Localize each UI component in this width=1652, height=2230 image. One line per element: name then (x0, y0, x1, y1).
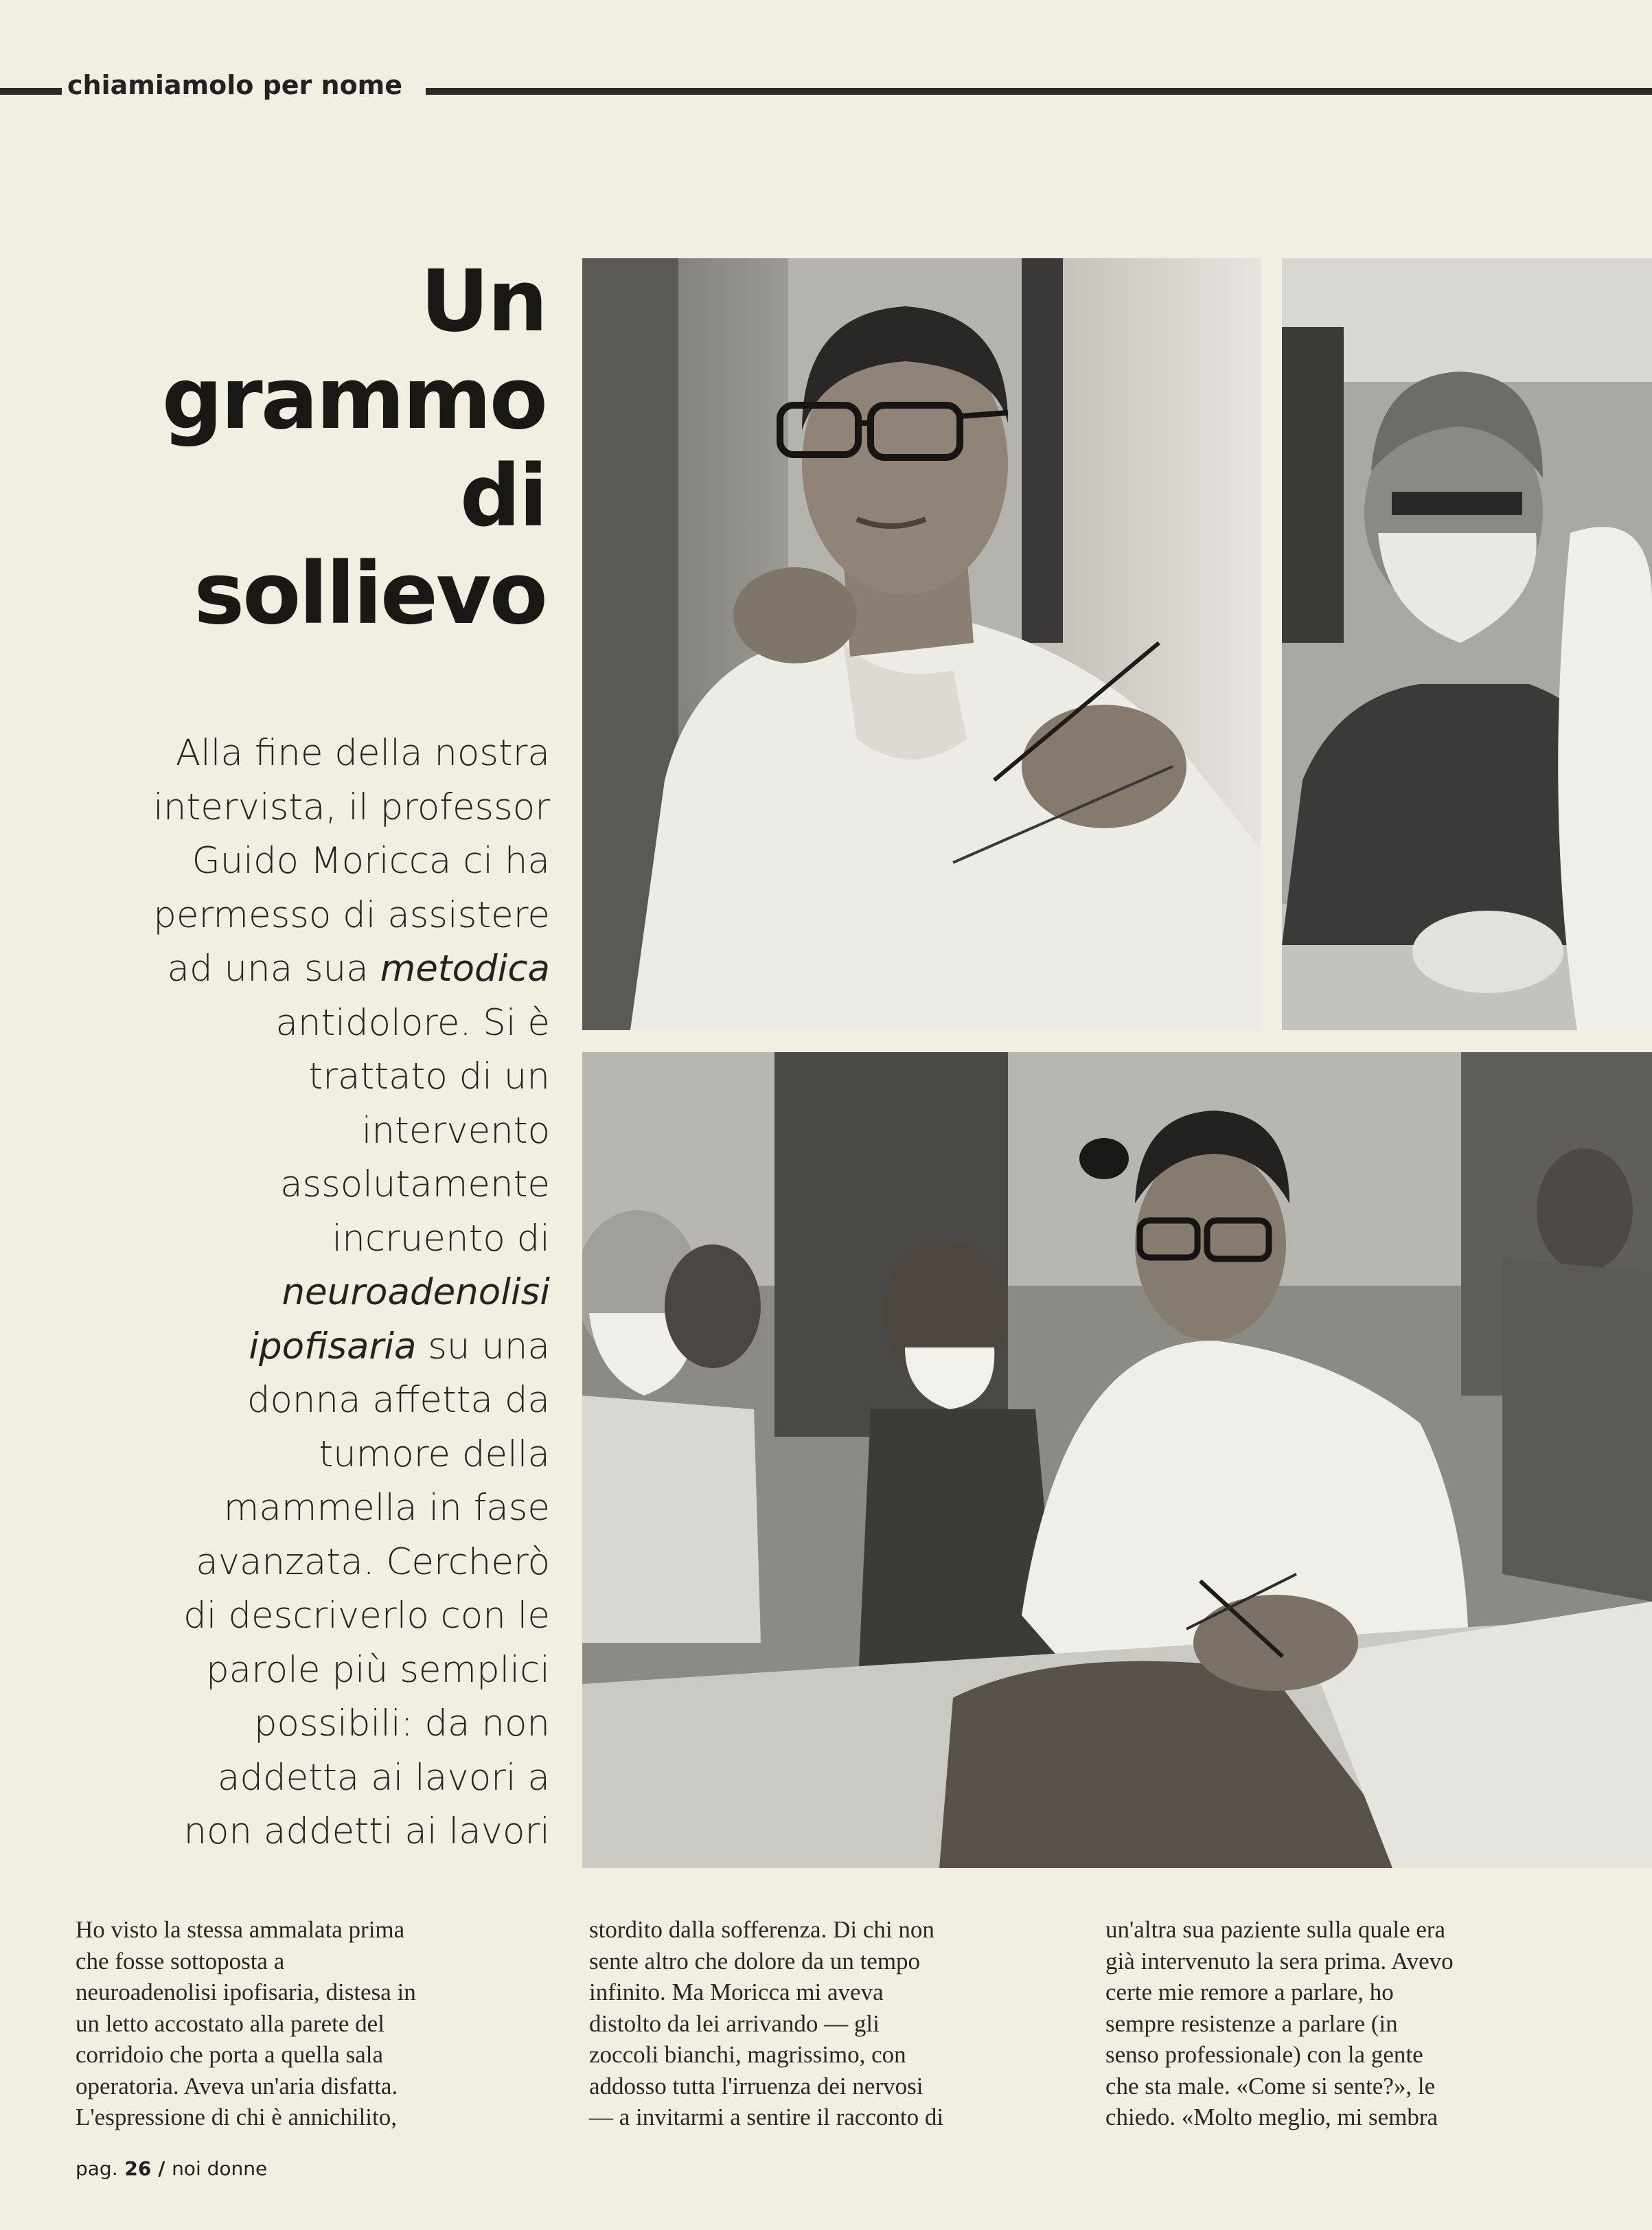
page-folio (76, 2157, 267, 2180)
intro-line: parole più semplici (206, 1648, 550, 1691)
intro-emphasis: metodica (380, 948, 550, 990)
body-line: operatoria. Aveva un'aria disfatta. (76, 2072, 398, 2100)
body-column-2 (589, 1914, 943, 2133)
body-line: sempre resistenze a parlare (in (1105, 2010, 1398, 2037)
headline-line: grammo (161, 350, 546, 448)
section-label: chiamiamolo per nome (67, 70, 403, 100)
body-line: che sta male. «Come si sente?», le (1105, 2072, 1436, 2100)
headline-line: Un (420, 252, 546, 351)
intro-line: permesso di assistere (153, 894, 550, 936)
intro-line: avanzata. Cercherò (196, 1540, 550, 1583)
body-line: addosso tutta l'irruenza dei nervosi (589, 2072, 923, 2100)
headline-line: di (459, 447, 546, 546)
body-line: sente altro che dolore da un tempo (589, 1947, 921, 1975)
body-line: chiedo. «Molto meglio, mi sembra (1105, 2104, 1438, 2130)
body-line: stordito dalla sofferenza. Di chi non (589, 1916, 934, 1943)
body-line: senso professionale) con la gente (1105, 2041, 1423, 2068)
page-number: 26 (124, 2157, 152, 2180)
header-rule-right (426, 88, 1652, 95)
intro-line: assolutamente (280, 1163, 550, 1205)
body-line: distolto da lei arrivando — gli (589, 2010, 880, 2037)
intro-emphasis: ipofisaria (249, 1325, 417, 1367)
intro-line: donna affetta da (246, 1379, 550, 1421)
intro-line: intervista, il professor (153, 786, 550, 828)
body-line: Ho visto la stessa ammalata prima (76, 1916, 405, 1943)
body-line: che fosse sottoposta a (76, 1947, 285, 1975)
intro-line: addetta ai lavori a (217, 1756, 550, 1799)
intro-line: antidolore. Si è (275, 1001, 550, 1044)
photo-operating-room (582, 1052, 1652, 1868)
body-line: corridoio che porta a quella sala (76, 2041, 383, 2068)
intro-line: non addetti ai lavori (183, 1810, 550, 1852)
body-line: infinito. Ma Moricca mi aveva (589, 1979, 884, 2005)
body-line: un letto accostato alla parete del (76, 2010, 385, 2037)
intro-line: trattato di un (308, 1056, 550, 1097)
intro-line: mammella in fase (223, 1487, 550, 1529)
body-line: un'altra sua paziente sulla quale era (1105, 1916, 1446, 1943)
intro-line: neuroadenolisi (282, 1271, 550, 1313)
photo-professor-portrait (582, 258, 1261, 1030)
intro-line: incruento di (332, 1217, 550, 1260)
body-line: L'espressione di chi è annichilito, (76, 2104, 397, 2130)
intro-line: tumore della (319, 1433, 550, 1475)
page-label: pag. (76, 2157, 118, 2180)
headline-line: sollievo (194, 545, 546, 644)
headline (96, 253, 546, 643)
body-line: già intervenuto la sera prima. Avevo (1105, 1947, 1454, 1975)
intro-line: ad una sua metodica (167, 948, 550, 990)
header-rule-left (0, 88, 62, 95)
body-line: zoccoli bianchi, magrissimo, con (589, 2041, 906, 2068)
intro-line: possibili: da non (253, 1703, 550, 1744)
intro-line: Guido Moricca ci ha (192, 840, 550, 882)
folio-separator: / (158, 2157, 165, 2180)
body-line: — a invitarmi a sentire il racconto di (589, 2104, 944, 2130)
intro-standfirst (66, 727, 550, 1859)
body-column-1 (76, 1914, 416, 2133)
photo-masked-surgeon (1282, 258, 1652, 1030)
intro-line: ipofisaria su una (249, 1325, 550, 1367)
body-line: certe mie remore a parlare, ho (1105, 1979, 1394, 2005)
magazine-name: noi donne (172, 2157, 268, 2180)
intro-line: Alla fine della nostra (175, 732, 550, 774)
body-line: neuroadenolisi ipofisaria, distesa in (76, 1979, 416, 2005)
body-column-3 (1105, 1914, 1454, 2133)
intro-line: intervento (361, 1109, 550, 1152)
intro-line: di descriverlo con le (183, 1595, 550, 1637)
